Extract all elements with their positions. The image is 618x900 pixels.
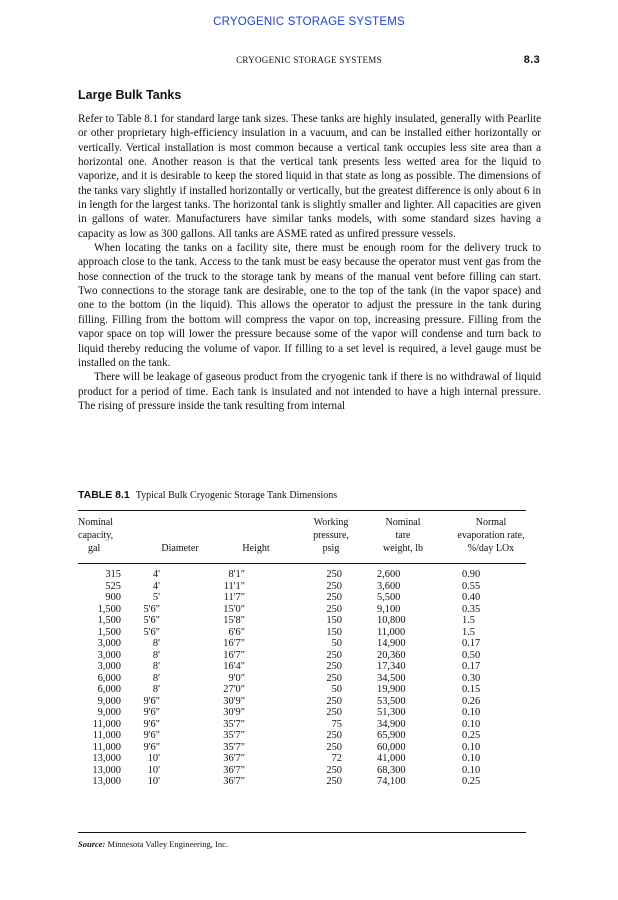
table-cell: 3,000 [97, 661, 121, 672]
table-spacer [342, 719, 377, 731]
table-cell: 41,000 [377, 753, 406, 764]
table-cell: 1,500 [97, 603, 121, 615]
table-cell: 15'0" [223, 603, 245, 615]
table-cell: 9'6" [143, 718, 160, 730]
table-cell: 65,900 [377, 730, 406, 741]
table-cell: 9'6" [143, 730, 160, 741]
table-cell: 3,000 [97, 638, 121, 649]
table-cell: 150 [326, 615, 342, 626]
table-spacer [342, 730, 377, 742]
table-cell: 0.30 [462, 672, 481, 684]
table-cell: 900 [105, 592, 121, 603]
table-row [78, 730, 526, 742]
table-spacer [342, 615, 377, 627]
table-cell: 11,000 [92, 741, 121, 753]
table-cell: 1,500 [97, 615, 121, 626]
table-cell: 0.17 [462, 638, 481, 649]
table-cell: 16'4" [223, 661, 245, 672]
table-cell: 0.10 [462, 764, 481, 776]
table-row [78, 684, 526, 696]
table-cell: 19,900 [377, 684, 406, 695]
table-header-rule [78, 563, 526, 564]
table-row [78, 719, 526, 731]
table-spacer [342, 673, 377, 685]
table-cell: 5,500 [377, 592, 401, 603]
table-row [78, 696, 526, 708]
table-cell: 250 [326, 592, 342, 603]
paragraph: When locating the tanks on a facility site, there must be enough room for the delivery truck to approach close to the tank. Access to the tank must be easy because the operator must vent gas from the hose connection of the truck to the storage tank by means of the manual vent before filling can start. Two connections to the storage tank are desirable, one to the top of the tank (in the vapor space) and one to the bottom (in the liquid). This allows the operator to adjust the pressure in the tank during filling. Filling from the bottom will compress the vapor on top, increasing pressure. Filling from the vapor space on top will lower the pressure because some of the vapor will condense and turn back to liquid thereby reducing the volume of vapor. If filling to a set level is required, a level gauge must be installed on the tank. [78, 242, 541, 369]
table-spacer [342, 569, 377, 581]
table-caption [78, 489, 337, 501]
table-spacer [342, 707, 377, 719]
table-cell: 0.35 [462, 603, 481, 615]
table-row [78, 661, 526, 673]
table-spacer [342, 753, 377, 765]
table-spacer [342, 581, 377, 593]
section-heading: Large Bulk Tanks [78, 88, 182, 102]
table-cell: 8' [152, 638, 160, 649]
table-cell: 17,340 [377, 661, 406, 672]
table-spacer [342, 604, 377, 616]
table-cell: 250 [326, 569, 342, 580]
table-cell: 14,900 [377, 638, 406, 649]
table-cell: 0.10 [462, 718, 481, 730]
table-cell: 16'7" [223, 638, 245, 649]
column-header-pressure: Working pressure, psig [313, 517, 349, 554]
table-cell: 0.90 [462, 569, 481, 580]
table-spacer [342, 684, 377, 696]
table-cell: 0.10 [462, 753, 481, 764]
table-cell: 15'8" [223, 615, 245, 626]
table-cell: 0.26 [462, 695, 481, 707]
table-cell: 6,000 [97, 672, 121, 684]
table-spacer [342, 638, 377, 650]
table-cell: 50 [331, 684, 342, 695]
table-cell: 53,500 [377, 695, 406, 707]
table-row [78, 627, 526, 639]
table-cell: 9,000 [97, 695, 121, 707]
table-cell: 6,000 [97, 684, 121, 695]
table-spacer [342, 650, 377, 662]
table-row [78, 650, 526, 662]
table-cell: 3,000 [97, 649, 121, 661]
table-cell: 30'9" [223, 707, 245, 718]
table-cell: 9'6" [143, 695, 160, 707]
table-cell: 11,000 [92, 718, 121, 730]
table-row [78, 581, 526, 593]
table-row [78, 604, 526, 616]
table-cell: 13,000 [92, 753, 121, 764]
column-header-weight: Nominal tare weight, lb [383, 517, 423, 554]
table-cell: 74,100 [377, 776, 406, 787]
table-cell: 35'7" [223, 730, 245, 741]
table-cell: 250 [326, 580, 342, 592]
table-cell: 3,600 [377, 580, 401, 592]
table-cell: 51,300 [377, 707, 406, 718]
table-cell: 0.10 [462, 741, 481, 753]
table-cell: 8'1" [228, 569, 245, 580]
table-spacer [342, 765, 377, 777]
table-spacer [342, 627, 377, 639]
table-row [78, 776, 526, 788]
table-cell: 0.17 [462, 661, 481, 672]
table-cell: 60,000 [377, 741, 406, 753]
table-cell: 68,300 [377, 764, 406, 776]
page-number: 8.3 [523, 54, 540, 66]
table-cell: 250 [326, 649, 342, 661]
document-banner: CRYOGENIC STORAGE SYSTEMS [213, 16, 405, 28]
table-cell: 1.5 [462, 626, 475, 638]
table-cell: 9,100 [377, 603, 401, 615]
table-cell: 36'7" [223, 776, 245, 787]
table-cell: 250 [326, 741, 342, 753]
table-row [78, 615, 526, 627]
table-cell: 8' [152, 649, 160, 661]
table-cell: 0.55 [462, 580, 481, 592]
table-row [78, 569, 526, 581]
table-cell: 5'6" [143, 626, 160, 638]
table-cell: 315 [105, 569, 121, 580]
table-cell: 0.40 [462, 592, 481, 603]
table-row [78, 592, 526, 604]
table-cell: 11,000 [377, 626, 406, 638]
table-row [78, 707, 526, 719]
table-cell: 16'7" [223, 649, 245, 661]
table-cell: 35'7" [223, 741, 245, 753]
table-row [78, 638, 526, 650]
table-cell: 5'6" [143, 615, 160, 626]
table-cell: 250 [326, 707, 342, 718]
table-cell: 250 [326, 672, 342, 684]
table-cell: 20,360 [377, 649, 406, 661]
table-cell: 250 [326, 776, 342, 787]
table-spacer [342, 661, 377, 673]
source-label: Source: [78, 839, 106, 849]
table-cell: 0.25 [462, 730, 481, 741]
table-cell: 10' [147, 764, 160, 776]
table-title: Typical Bulk Cryogenic Storage Tank Dimensions [135, 490, 338, 501]
table-spacer [342, 592, 377, 604]
table-cell: 11'7" [223, 592, 245, 603]
table-cell: 0.10 [462, 707, 481, 718]
table-cell: 34,500 [377, 672, 406, 684]
table-cell: 8' [152, 684, 160, 695]
table-cell: 50 [331, 638, 342, 649]
table-cell: 4' [152, 580, 160, 592]
column-header-height: Height [242, 543, 270, 554]
paragraph: There will be leakage of gaseous product from the cryogenic tank if there is no withdrawal of liquid product for a period of time. Each tank is insulated and not intended to have a high internal pressure. The rising of pressure inside the tank resulting from internal [78, 371, 541, 412]
column-header-capacity: Nominal capacity, gal [78, 517, 114, 554]
table-cell: 5' [152, 592, 160, 603]
table-cell: 9,000 [97, 707, 121, 718]
table-cell: 13,000 [92, 776, 121, 787]
table-cell: 27'0" [223, 684, 245, 695]
table-cell: 1.5 [462, 615, 475, 626]
table-cell: 8' [152, 661, 160, 672]
table-row [78, 753, 526, 765]
table-cell: 10' [147, 753, 160, 764]
table-cell: 9'6" [143, 741, 160, 753]
table-cell: 75 [331, 718, 342, 730]
table-source-note [78, 839, 228, 849]
table-cell: 11,000 [92, 730, 121, 741]
body-text [78, 112, 541, 413]
running-head-title: CRYOGENIC STORAGE SYSTEMS [236, 55, 382, 65]
paragraph: Refer to Table 8.1 for standard large tank sizes. These tanks are highly insulated, generally with Pearlite or other proprietary high-efficiency insulation in a vacuum, and can be installed either horizontally or vertically. Vertical installation is most common because a vertical tank occupies less site area than a horizontal one. Another reason is that the vertical tank presents less wetted area for the liquid to vaporize, and it is desirable to keep the stored liquid in that state as long as possible. The dimensions of the tanks vary slightly if installed horizontally or vertically, but the greatest difference is only about 6 in in length for the largest tanks. The horizontal tank is slightly smaller and lighter. All capacities are given in gallons of water. Manufacturers have similar tanks models, with some standard sizes having a capacity as low as 300 gallons. All tanks are ASME rated as unfired pressure vessels. [78, 113, 541, 240]
table-row [78, 765, 526, 777]
table-cell: 0.15 [462, 684, 481, 695]
table-cell: 2,600 [377, 569, 401, 580]
table-cell: 150 [326, 626, 342, 638]
table-spacer [342, 776, 377, 788]
table-spacer [342, 696, 377, 708]
running-head [78, 55, 540, 69]
table-cell: 8' [152, 672, 160, 684]
table-cell: 525 [105, 580, 121, 592]
table-spacer [342, 742, 377, 754]
table-cell: 35'7" [223, 718, 245, 730]
table-row [78, 742, 526, 754]
table-cell: 10,800 [377, 615, 406, 626]
table-cell: 250 [326, 661, 342, 672]
table-cell: 0.25 [462, 776, 481, 787]
table-cell: 6'6" [228, 626, 245, 638]
table-top-rule [78, 510, 526, 511]
table-cell: 13,000 [92, 764, 121, 776]
table-cell: 9'6" [143, 707, 160, 718]
table-cell: 34,900 [377, 718, 406, 730]
column-header-diameter: Diameter [161, 543, 199, 554]
table-cell: 11'1" [223, 580, 245, 592]
table-cell: 0.50 [462, 649, 481, 661]
source-text: Minnesota Valley Engineering, Inc. [107, 839, 228, 849]
table-cell: 36'7" [223, 764, 245, 776]
table-bottom-rule [78, 832, 526, 833]
column-header-evaporation: Normal evaporation rate, %/day LOx [457, 517, 525, 554]
table-label: TABLE 8.1 [78, 489, 130, 501]
table-cell: 250 [326, 603, 342, 615]
table-cell: 250 [326, 730, 342, 741]
table-cell: 4' [152, 569, 160, 580]
tank-dimensions-table [78, 569, 526, 788]
table-cell: 72 [331, 753, 342, 764]
table-row [78, 673, 526, 685]
table-cell: 10' [147, 776, 160, 787]
table-cell: 30'9" [223, 695, 245, 707]
table-cell: 250 [326, 764, 342, 776]
table-cell: 250 [326, 695, 342, 707]
table-cell: 5'6" [143, 603, 160, 615]
table-cell: 36'7" [223, 753, 245, 764]
table-cell: 9'0" [228, 672, 245, 684]
table-cell: 1,500 [97, 626, 121, 638]
